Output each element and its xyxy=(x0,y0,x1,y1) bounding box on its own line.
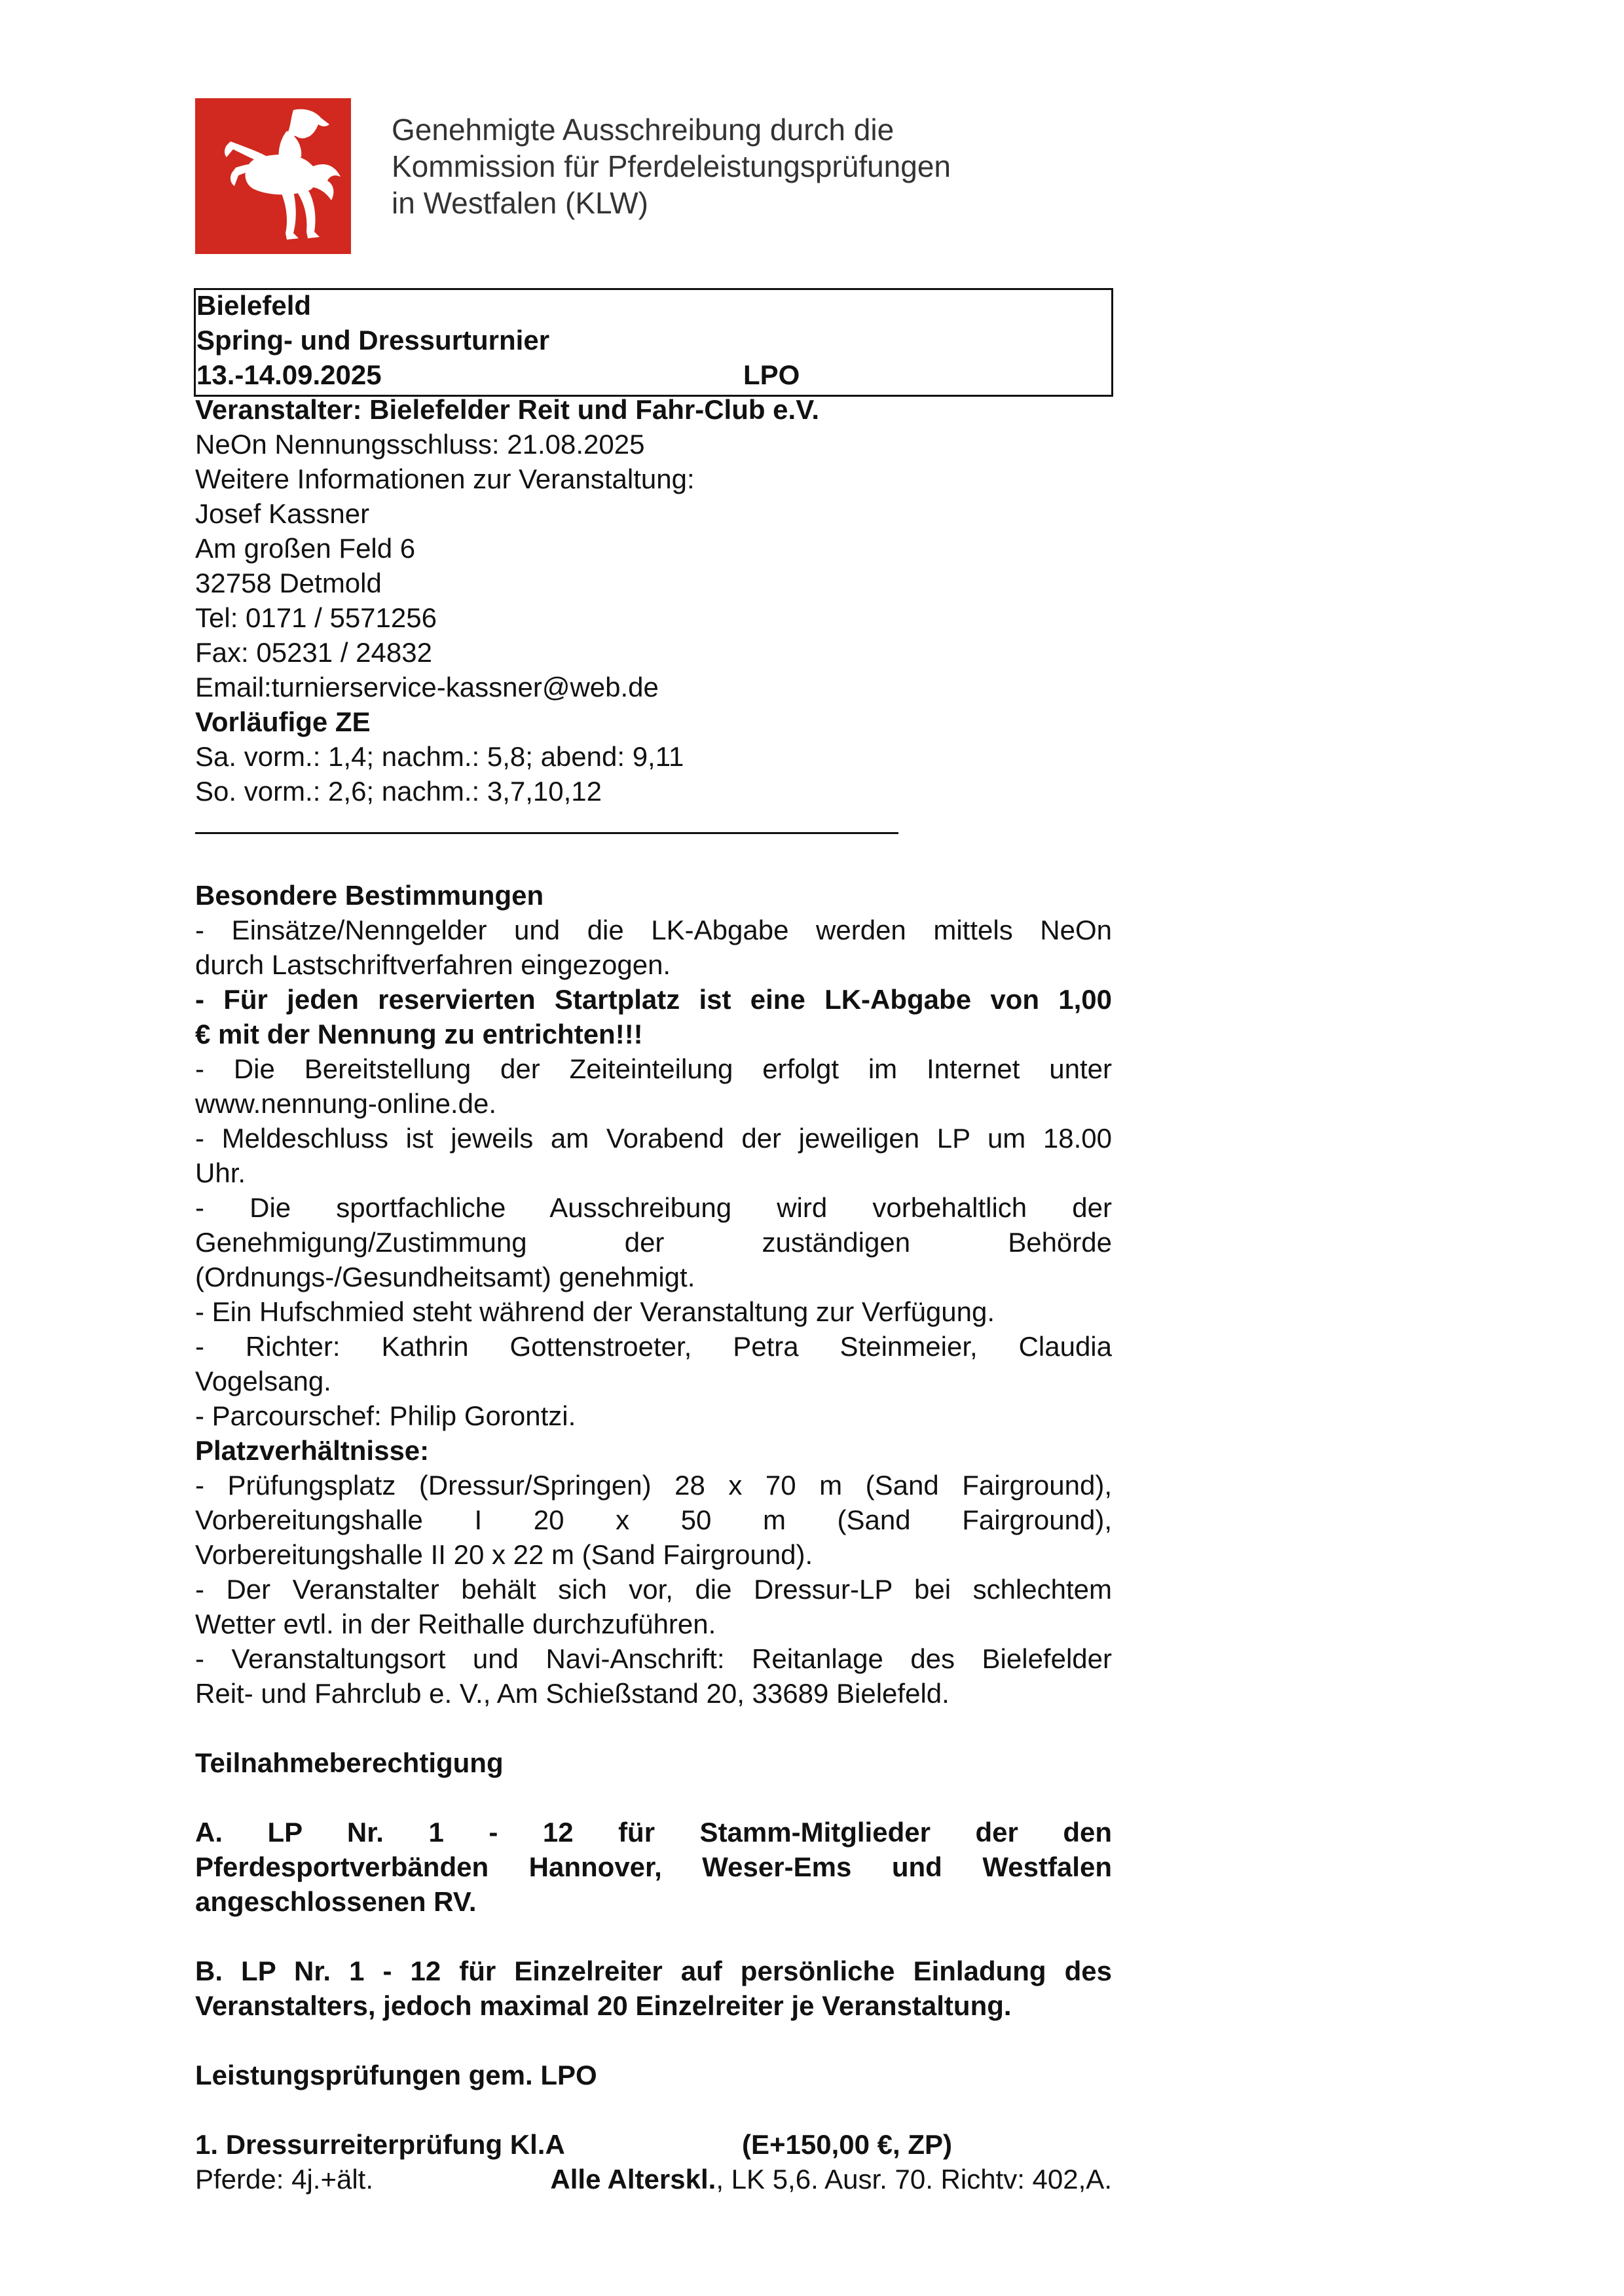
event-dates: 13.-14.09.2025 xyxy=(196,359,382,390)
approval-header-line: Kommission für Pferdeleistungsprüfungen xyxy=(392,149,951,183)
special-line: - Einsätze/Nenngelder und die LK-Abgabe werden mittels NeOn xyxy=(195,915,1112,945)
competitions-heading: Leistungsprüfungen gem. LPO xyxy=(195,2060,597,2090)
schedule-heading: Vorläufige ZE xyxy=(195,706,371,737)
special-line: - Ein Hufschmied steht während der Veranstaltung zur Verfügung. xyxy=(195,1296,995,1327)
special-line: - Für jeden reservierten Startplatz ist eine LK-Abgabe von 1,00 xyxy=(195,984,1112,1015)
special-line: Uhr. xyxy=(195,1157,246,1188)
info-label: Weitere Informationen zur Veranstaltung: xyxy=(195,464,695,494)
special-line: durch Lastschriftverfahren eingezogen. xyxy=(195,949,671,980)
venue-line: Vorbereitungshalle II 20 x 22 m (Sand Fairground). xyxy=(195,1539,813,1570)
eligibility-a-line: angeschlossenen RV. xyxy=(195,1886,477,1917)
special-line: Vogelsang. xyxy=(195,1366,331,1396)
schedule-sunday: So. vorm.: 2,6; nachm.: 3,7,10,12 xyxy=(195,776,602,807)
divider-rule xyxy=(195,809,1112,843)
organizer: Veranstalter: Bielefelder Reit und Fahr-Club e.V. xyxy=(195,394,820,425)
venue-line: - Prüfungsplatz (Dressur/Springen) 28 x 70 m (Sand Fairground), xyxy=(195,1470,1112,1501)
event-date-line xyxy=(195,357,1112,392)
schedule-saturday: Sa. vorm.: 1,4; nachm.: 5,8; abend: 9,11 xyxy=(195,741,684,772)
special-line: - Richter: Kathrin Gottenstroeter, Petra Steinmeier, Claudia xyxy=(195,1331,1112,1362)
event-type: LPO xyxy=(743,359,800,390)
event-city: Bielefeld xyxy=(196,290,312,321)
venue-line: - Der Veranstalter behält sich vor, die Dressur-LP bei schlechtem xyxy=(195,1574,1112,1605)
special-heading: Besondere Bestimmungen xyxy=(195,880,544,911)
entry-deadline: NeOn Nennungsschluss: 21.08.2025 xyxy=(195,429,645,460)
venue-line: Vorbereitungshalle I 20 x 50 m (Sand Fairground), xyxy=(195,1504,1112,1535)
special-line: (Ordnungs-/Gesundheitsamt) genehmigt. xyxy=(195,1262,695,1292)
competition-1-rest: , LK 5,6. Ausr. 70. Richtv: 402,A. xyxy=(716,2164,1112,2195)
competition-1-classes xyxy=(550,2162,1112,2196)
eligibility-heading: Teilnahmeberechtigung xyxy=(195,1747,504,1778)
contact-email: Email:turnierservice-kassner@web.de xyxy=(195,672,659,702)
venue-line: Reit- und Fahrclub e. V., Am Schießstand 20, 33689 Bielefeld. xyxy=(195,1678,950,1709)
special-line: www.nennung-online.de. xyxy=(195,1088,496,1119)
event-title: Spring- und Dressurturnier xyxy=(196,325,550,355)
competition-1-classes-bold: Alle Alterskl. xyxy=(550,2164,716,2195)
venue-line: - Veranstaltungsort und Navi-Anschrift: Reitanlage des Bielefelder xyxy=(195,1643,1112,1674)
contact-name: Josef Kassner xyxy=(195,498,370,529)
venue-line: Wetter evtl. in der Reithalle durchzuführen. xyxy=(195,1609,716,1639)
competition-1-horses: Pferde: 4j.+ält. xyxy=(195,2164,373,2195)
competition-1-title xyxy=(195,2127,1112,2162)
westfalen-horse-logo xyxy=(195,98,351,254)
eligibility-a-line: Pferdesportverbänden Hannover, Weser-Ems und Westfalen xyxy=(195,1851,1112,1882)
special-line: € mit der Nennung zu entrichten!!! xyxy=(195,1019,643,1049)
eligibility-b-line: B. LP Nr. 1 - 12 für Einzelreiter auf persönliche Einladung des xyxy=(195,1956,1112,1986)
approval-header-line: in Westfalen (KLW) xyxy=(392,186,648,220)
venue-heading: Platzverhältnisse: xyxy=(195,1435,430,1466)
contact-fax: Fax: 05231 / 24832 xyxy=(195,637,432,668)
approval-header-line: Genehmigte Ausschreibung durch die xyxy=(392,113,895,147)
contact-city: 32758 Detmold xyxy=(195,568,382,598)
approval-header xyxy=(392,111,951,221)
special-line: Genehmigung/Zustimmung der zuständigen Behörde xyxy=(195,1227,1112,1258)
special-line: - Die sportfachliche Ausschreibung wird vorbehaltlich der xyxy=(195,1192,1112,1223)
contact-street: Am großen Feld 6 xyxy=(195,533,416,564)
eligibility-a-line: A. LP Nr. 1 - 12 für Stamm-Mitglieder der den xyxy=(195,1817,1112,1848)
competition-1-details xyxy=(195,2162,1112,2196)
contact-tel: Tel: 0171 / 5571256 xyxy=(195,602,437,633)
document-body xyxy=(195,288,1112,2196)
special-line: - Die Bereitstellung der Zeiteinteilung erfolgt im Internet unter xyxy=(195,1053,1112,1084)
eligibility-b-line: Veranstalters, jedoch maximal 20 Einzelreiter je Veranstaltung. xyxy=(195,1990,1012,2021)
westfalen-horse-icon xyxy=(195,98,351,254)
special-line: - Meldeschluss ist jeweils am Vorabend der jeweiligen LP um 18.00 xyxy=(195,1123,1112,1154)
special-line: - Parcourschef: Philip Gorontzi. xyxy=(195,1400,576,1431)
competition-1-prize: (E+150,00 €, ZP) xyxy=(742,2129,953,2160)
competition-1-name: 1. Dressurreiterprüfung Kl.A xyxy=(195,2129,565,2160)
